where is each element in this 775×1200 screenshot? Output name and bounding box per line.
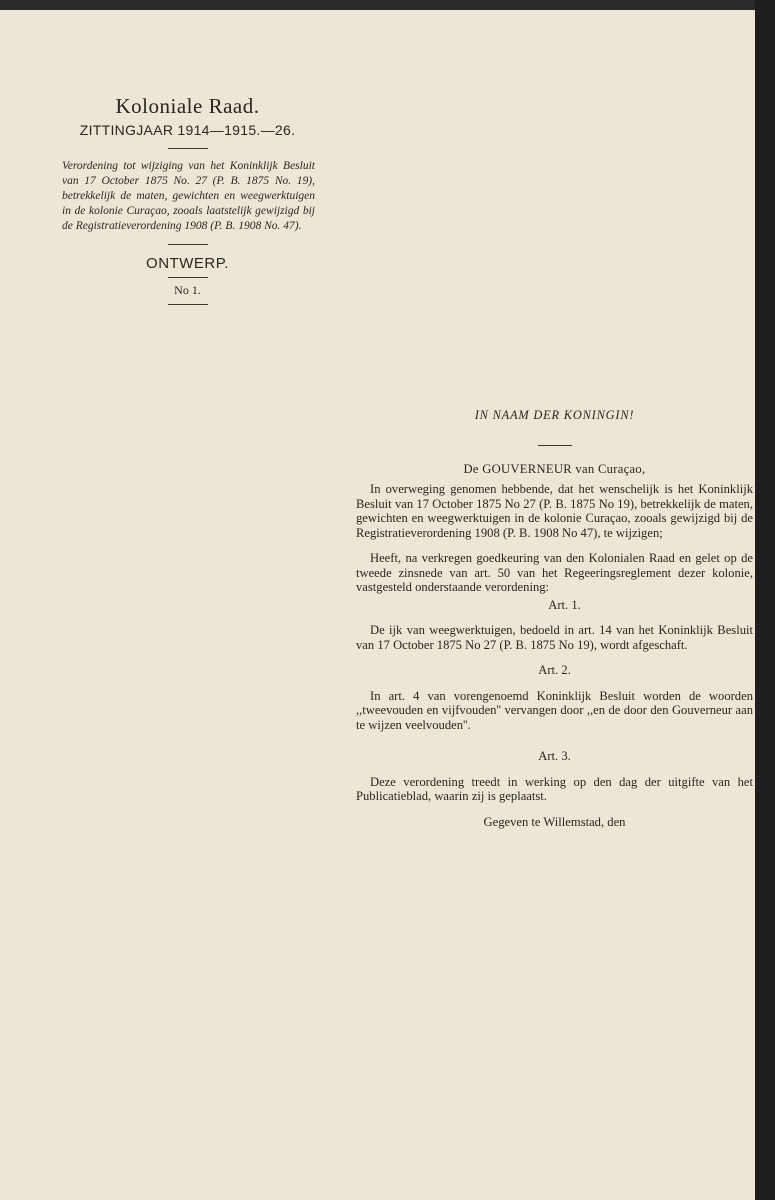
ordinance-text [356,408,753,829]
divider [168,277,208,278]
gouverneur-line: De GOUVERNEUR van Curaçao, [463,461,646,476]
divider [538,445,572,446]
article-heading: Art. 3. [538,749,571,763]
binding-edge [755,0,775,1200]
subject-description: Verordening tot wijziging van het Koninklijk Besluit van 17 October 1875 No. 27 (P. B. 1875 No. 19), betrekkelijk de maten, gewichten en weegwerktuigen in de kolonie Curaçao, zooals laatstelijk gewijzigd bij de Registratieverordening 1908 (P. B. 1908 No. 47). [62,160,315,232]
document-page [0,10,755,1200]
divider [168,244,208,245]
council-title: Koloniale Raad. [115,94,260,118]
invocation: IN NAAM DER KONINGIN! [474,408,635,422]
divider [168,148,208,149]
header-block [60,94,315,305]
preamble-considering: In overweging genomen hebbende, dat het wenschelijk is het Koninklijk Besluit van 17 October 1875 No 27 (P. B. 1875 No 19), betrekkelijk de maten, gewichten en weegwerktuigen in de kolonie Curaçao, zooals gewijzigd bij de Registratieverordening 1908 (P. B. 1908 No 47), te wijzigen; [356,482,753,540]
article-text: Deze verordening treedt in werking op den dag der uitgifte van het Publicatieblad, waarin zij is geplaatst. [356,774,753,803]
draft-number: No 1. [174,283,201,297]
article-heading: Art. 2. [538,663,571,677]
article-text: De ijk van weegwerktuigen, bedoeld in art. 14 van het Koninklijk Besluit van 17 October 1875 No 27 (P. B. 1875 No 19), wordt afgeschaft. [356,623,753,652]
session-year: ZITTINGJAAR 1914—1915.—26. [79,122,296,138]
preamble-approval: Heeft, na verkregen goedkeuring van den Kolonialen Raad en gelet op de tweede zinsnede van art. 50 van het Regeeringsreglement dezer kolonie, vastgesteld onderstaande verordening: [356,551,753,594]
divider [168,304,208,305]
closing-line: Gegeven te Willemstad, den [483,814,626,829]
draft-label: ONTWERP. [146,255,229,272]
article-text: In art. 4 van vorengenoemd Koninklijk Besluit worden de woorden ,,tweevouden en vijfvouden'' vervangen door ,,en de door den Gouverneur aan te wijzen veelvouden''. [356,688,753,732]
article-heading: Art. 1. [548,597,581,612]
